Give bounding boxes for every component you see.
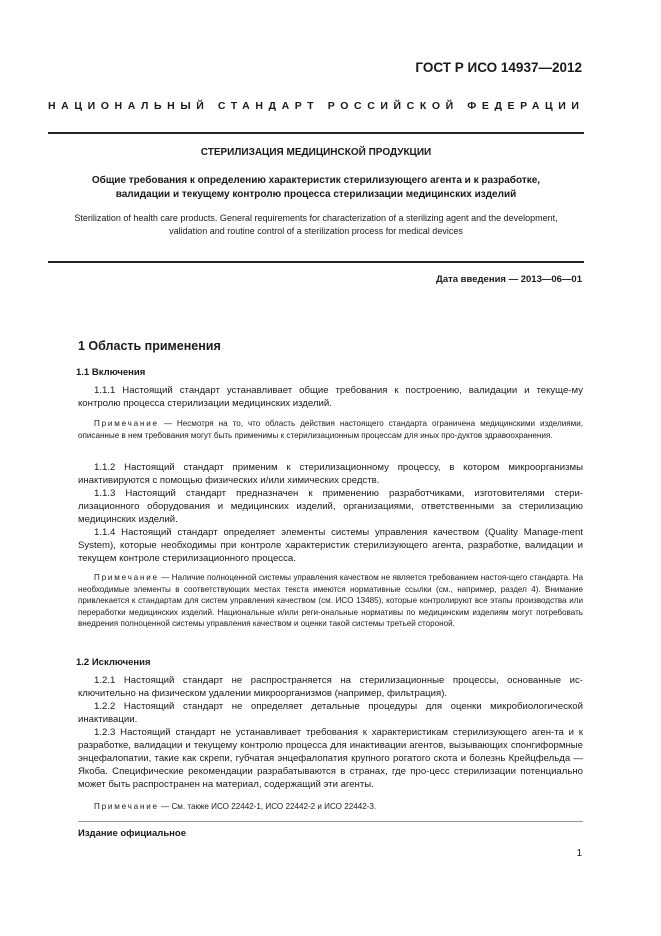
note-text: — См. также ИСО 22442-1, ИСО 22442-2 и ИСО 22442-3.	[158, 802, 377, 811]
document-subtitle: Общие требования к определению характеристик стерилизующего агента и к разработке, валидации и текущему контролю процесса стерилизации медицинских изделий	[91, 175, 541, 200]
standard-number: ГОСТ Р ИСО 14937—2012	[415, 60, 582, 75]
note-label: Примечание	[94, 802, 159, 811]
paragraph-1-1-4: 1.1.4 Настоящий стандарт определяет элементы системы управления качеством (Quality Manage-ment System), которые необходимы при контроле характеристик стерилизующего агента, разработке, валидации и текущем контроле стерилизационного процесса.	[78, 527, 583, 564]
note-3	[78, 801, 583, 813]
section-heading: 1 Область применения	[78, 339, 221, 353]
note-label: Примечание	[94, 419, 159, 428]
note-text: — Наличие полноценной системы управления качеством не является требованием настоя-щего стандарта. На необходимые элементы в соответствующих местах текста имеются нормативные ссылки (см., например, раздел 4). Внимание привлекается к стандартам для систем управления качеством (см. ИСО 13485), которые контролируют все этапы производства или переработки медицинских изделий. Национальные и/или реги-ональные нормативы по медицинским изделиям могут потребовать внедрения полноценной системы управления качеством и оценки такой системы третьей стороной.	[78, 573, 583, 628]
note-2	[78, 572, 583, 630]
english-title: Sterilization of health care products. General requirements for characterization of a sterilizing agent and the development, validation and routine control of a sterilization process for medical devices	[74, 213, 558, 236]
official-edition-label: Издание официальное	[78, 828, 186, 839]
paragraph-1-2-2: 1.2.2 Настоящий стандарт не определяет детальные процедуры для оценки микробиологической инактивации.	[78, 701, 583, 725]
page-number: 1	[576, 848, 582, 859]
note-1	[78, 418, 583, 441]
subsection-exclusions: 1.2 Исключения	[76, 657, 151, 668]
note-text: — Несмотря на то, что область действия настоящего стандарта ограничена медицинскими изделиями, описанные в нем требования могут быть применимы к стерилизационным процессам для иных про-дуктов здравоохранения.	[78, 419, 583, 440]
top-divider	[48, 132, 584, 134]
subsection-inclusions: 1.1 Включения	[76, 367, 146, 378]
paragraph-1-1-2: 1.1.2 Настоящий стандарт применим к стерилизационному процессу, в котором микроорганизмы инактивируются с помощью физических и/или химических средств.	[78, 462, 583, 486]
paragraph-1-2-1: 1.2.1 Настоящий стандарт не распространяется на стерилизационные процессы, основанные ис-ключительно на физическом удалении микроорганизмов (например, фильтрация).	[78, 675, 583, 699]
paragraph-1-1-3: 1.1.3 Настоящий стандарт предназначен к применению разработчиками, изготовителями стери-лизационного оборудования и медицинских изделий, организациями, ответственными за стерилизацию медицинских изделий.	[78, 488, 583, 525]
national-standard-line: НАЦИОНАЛЬНЫЙ СТАНДАРТ РОССИЙСКОЙ ФЕДЕРАЦИИ	[48, 100, 585, 112]
paragraph-1-2-3: 1.2.3 Настоящий стандарт не устанавливает требования к характеристикам стерилизующего аген-та и к разработке, валидации и текущему контролю процесса для инактивации агентов, вызывающих спонгиформные энцефалопатии, такие как скрепи, губчатая энцефалопатия крупного рогатого скота и болезнь Крейцфельда — Якоба. Специфические рекомендации разрабатываются в странах, где про-цесс стерилизации потенциально может быть распространен на материал, содержащий эти агенты.	[78, 727, 583, 790]
footer-divider	[78, 821, 583, 822]
paragraph-1-1-1: 1.1.1 Настоящий стандарт устанавливает общие требования к построению, валидации и текуще-му контролю процесса стерилизации медицинских изделий.	[78, 385, 583, 409]
title-divider	[48, 261, 584, 263]
document-title: СТЕРИЛИЗАЦИЯ МЕДИЦИНСКОЙ ПРОДУКЦИИ	[200, 147, 432, 158]
introduction-date: Дата введения — 2013—06—01	[436, 274, 582, 285]
note-label: Примечание	[94, 573, 159, 582]
